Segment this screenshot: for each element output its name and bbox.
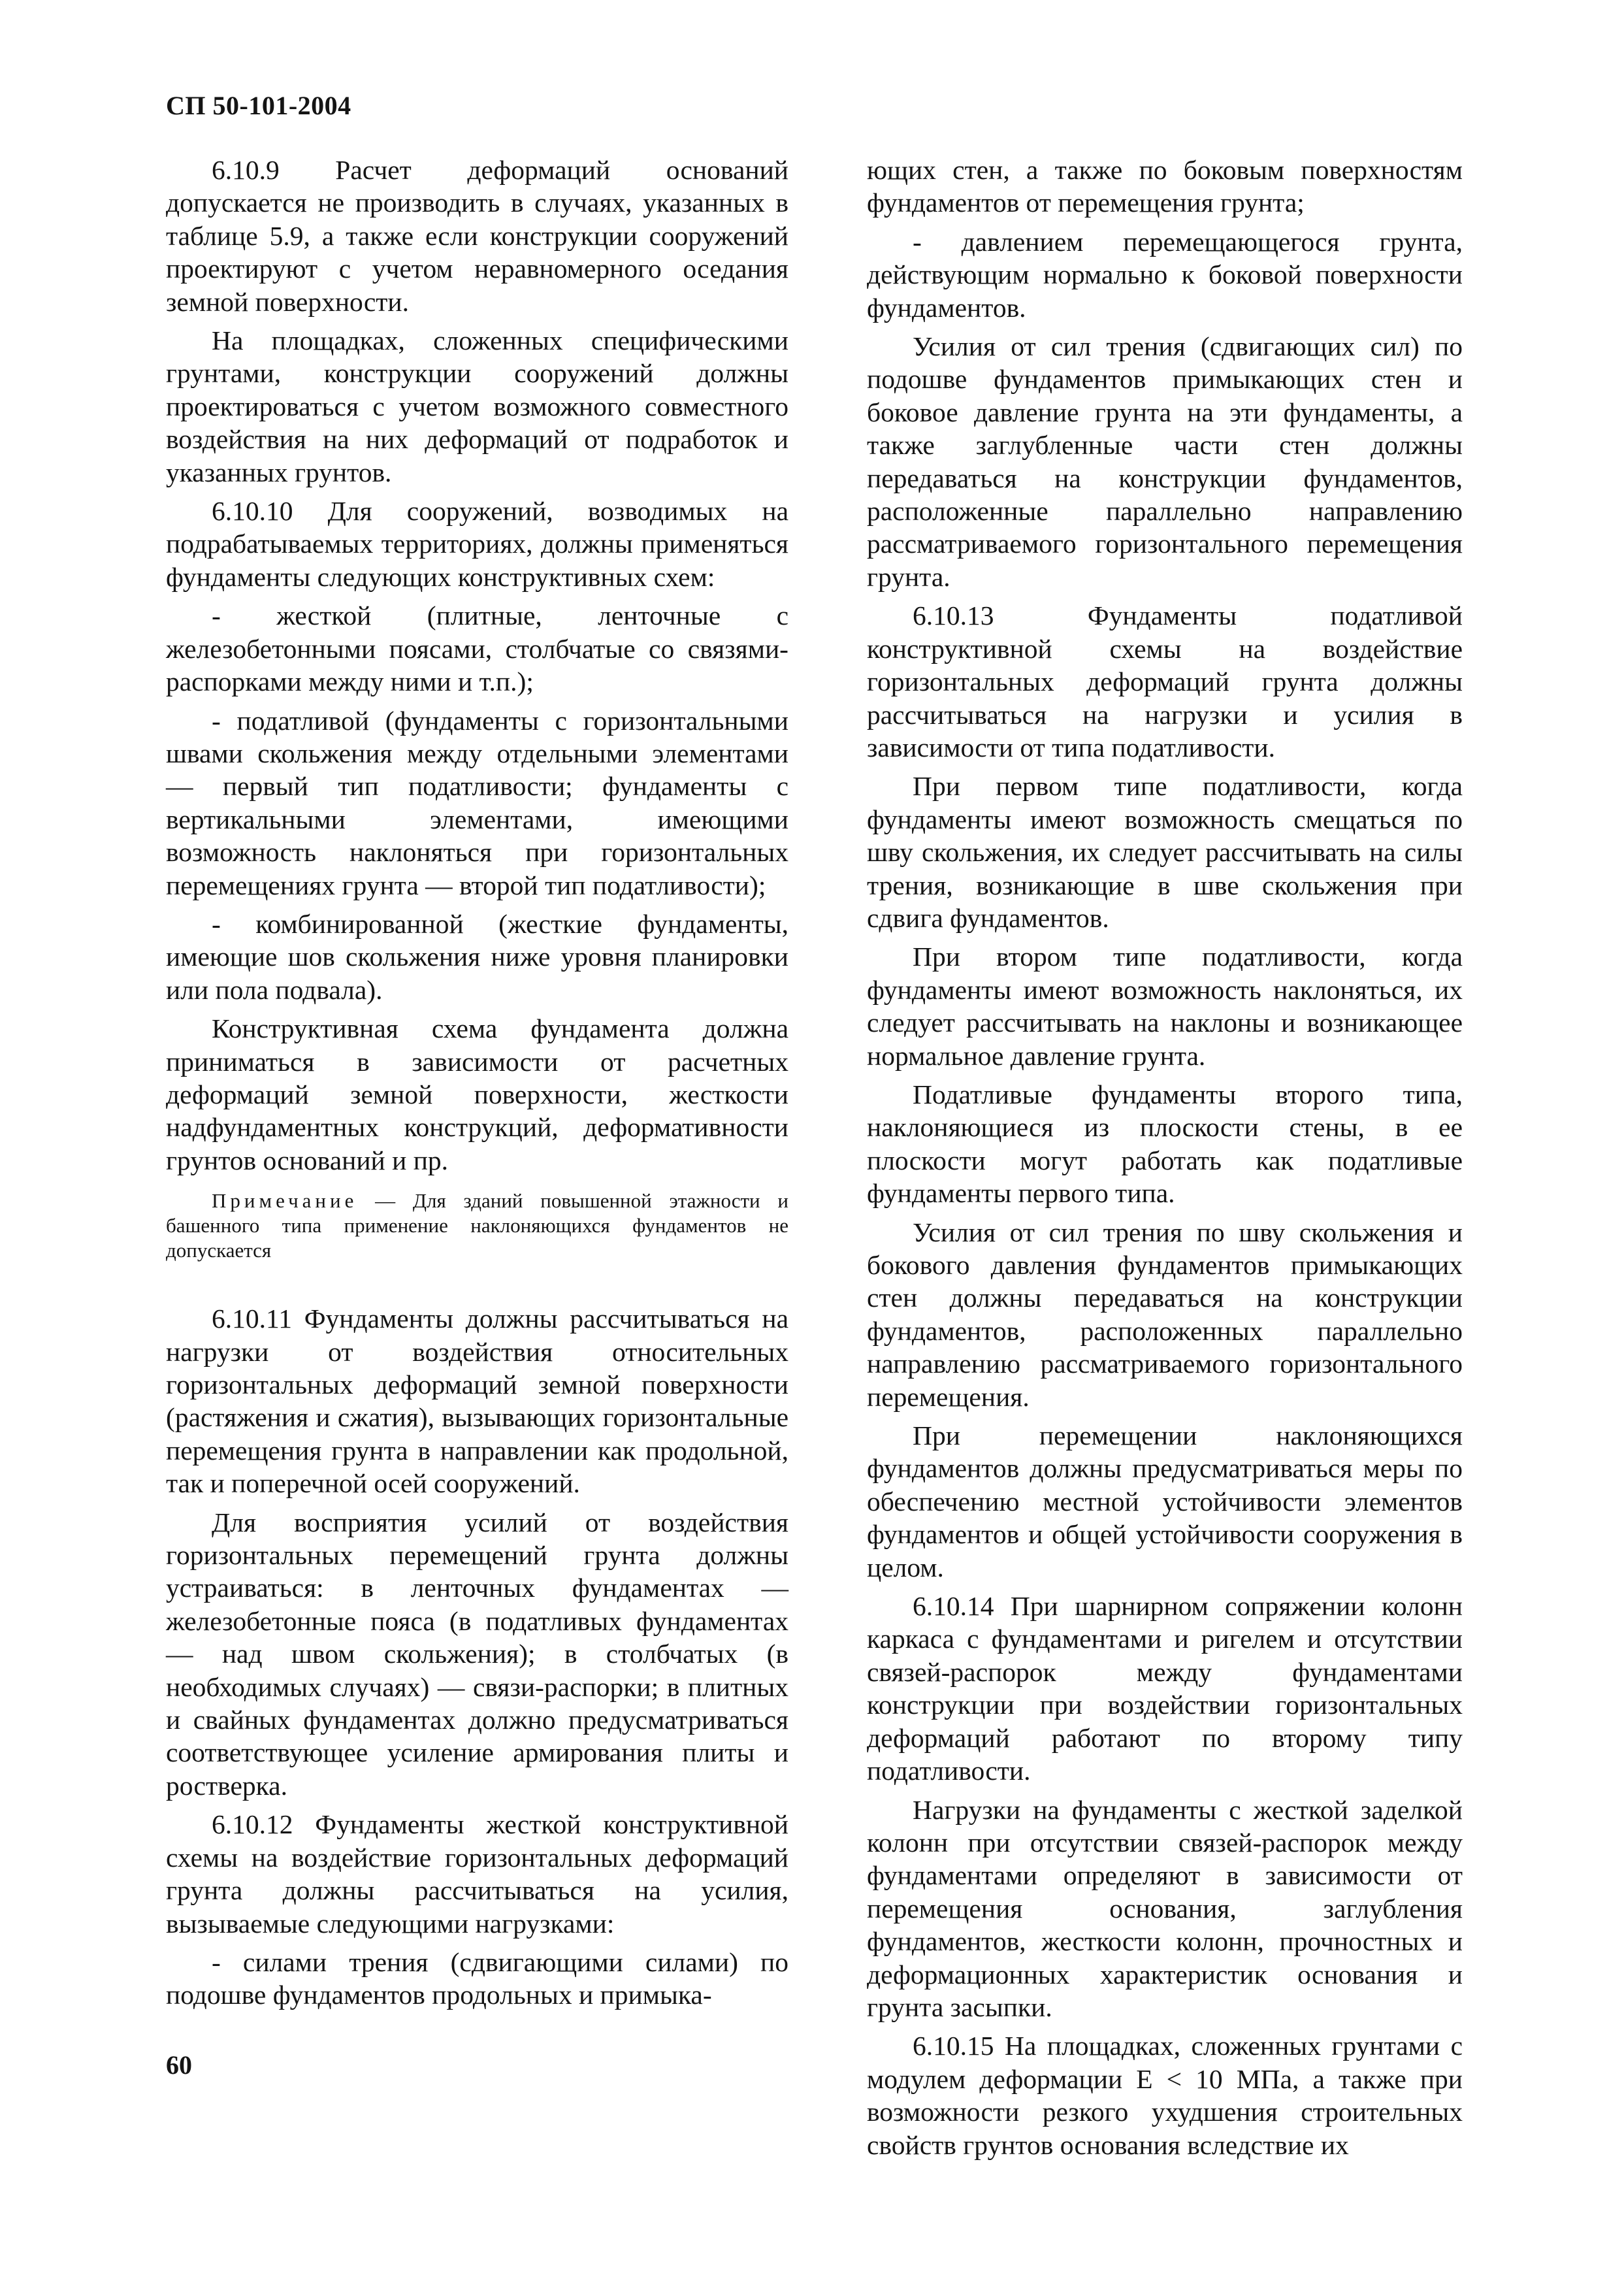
paragraph: 6.10.15 На площадках, сложенных грунтами с модулем деформации E < 10 МПа, а также при возможности резкого ухудшения строительных свойств грунтов основания вследствие их	[867, 2031, 1463, 2160]
paragraph: При втором типе податливости, когда фундаменты имеют возможность наклоняться, их следует рассчитывать на наклоны и возникающее нормальное давление грунта.	[867, 942, 1463, 1071]
document-code-header: СП 50-101-2004	[166, 91, 351, 120]
paragraph: На площадках, сложенных специфическими грунтами, конструкции сооружений должны проектироваться с учетом возможного совместного воздействия на них деформаций от подработок и указанных грунтов.	[166, 325, 788, 487]
list-item: - давлением перемещающегося грунта, действующим нормально к боковой поверхности фундаментов.	[867, 226, 1463, 323]
list-item: - податливой (фундаменты с горизонтальными швами скольжения между отдельными элементами — первый тип податливости; фундаменты с вертикальными элементами, имеющими возможность наклоняться при горизонтальных перемещениях грунта — второй тип податливости);	[166, 705, 788, 900]
note-text: — Для зданий повышенной этажности и башенного типа применение наклоняющихся фундаментов не допускается	[166, 1189, 788, 1262]
paragraph: 6.10.12 Фундаменты жесткой конструктивной схемы на воздействие горизонтальных деформаций грунта должны рассчитываться на усилия, вызываемые следующими нагрузками:	[166, 1809, 788, 1939]
paragraph: Для восприятия усилий от воздействия горизонтальных перемещений грунта должны устраиваться: в ленточных фундаментах — железобетонные пояса (в податливых фундаментах — над швом скольжения); в столбчатых (в необходимых случаях) — связи-распорки; в плитных и свайных фундаментах должно предусматриваться соответствующее усиление армирования плиты и ростверка.	[166, 1507, 788, 1801]
list-item: - жесткой (плитные, ленточные с железобетонными поясами, столбчатые со связями-распорками между ними и т.п.);	[166, 600, 788, 697]
paragraph: Податливые фундаменты второго типа, наклоняющиеся из плоскости стены, в ее плоскости могут работать как податливые фундаменты первого типа.	[867, 1079, 1463, 1209]
paragraph-continuation: ющих стен, а также по боковым поверхностям фундаментов от перемещения грунта;	[867, 155, 1463, 218]
paragraph: При перемещении наклоняющихся фундаментов должны предусматриваться меры по обеспечению местной устойчивости элементов фундаментов и общей устойчивости сооружения в целом.	[867, 1420, 1463, 1582]
left-text-column	[166, 154, 788, 2012]
paragraph: 6.10.14 При шарнирном сопряжении колонн каркаса с фундаментами и ригелем и отсутствии связей-распорок между фундаментами конструкции при воздействии горизонтальных деформаций работают по второму типу податливости.	[867, 1591, 1463, 1786]
paragraph: Усилия от сил трения (сдвигающих сил) по подошве фундаментов примыкающих стен и боковое давление грунта на эти фундаменты, а также заглубленные части стен должны передаваться на конструкции фундаментов, расположенные параллельно направлению рассматриваемого горизонтального перемещения грунта.	[867, 331, 1463, 592]
paragraph: 6.10.9 Расчет деформаций оснований допускается не производить в случаях, указанных в таблице 5.9, а также если конструкции сооружений проектируют с учетом неравномерного оседания земной поверхности.	[166, 155, 788, 317]
right-text-column	[867, 154, 1463, 2161]
note-label: Примечание	[212, 1189, 358, 1213]
list-item: - силами трения (сдвигающими силами) по подошве фундаментов продольных и примыка-	[166, 1946, 788, 2010]
note	[166, 1188, 788, 1263]
paragraph: Нагрузки на фундаменты с жесткой заделкой колонн при отсутствии связей-распорок между фундаментами определяют в зависимости от перемещения основания, заглубления фундаментов, жесткости колонн, прочностных и деформационных характеристик основания и грунта засыпки.	[867, 1794, 1463, 2022]
paragraph: 6.10.13 Фундаменты податливой конструктивной схемы на воздействие горизонтальных деформаций грунта должны рассчитываться на нагрузки и усилия в зависимости от типа податливости.	[867, 600, 1463, 762]
paragraph: При первом типе податливости, когда фундаменты имеют возможность смещаться по шву скольжения, их следует рассчитывать на силы трения, возникающие в шве скольжения при сдвига фундаментов.	[867, 771, 1463, 933]
list-item: - комбинированной (жесткие фундаменты, имеющие шов скольжения ниже уровня планировки или пола подвала).	[166, 908, 788, 1005]
page-number: 60	[166, 2050, 192, 2080]
paragraph: Усилия от сил трения по шву скольжения и бокового давления фундаментов примыкающих стен должны передаваться на конструкции фундаментов, расположенных параллельно направлению рассматриваемого горизонтального перемещения.	[867, 1217, 1463, 1412]
paragraph: 6.10.11 Фундаменты должны рассчитываться на нагрузки от воздействия относительных горизонтальных деформаций земной поверхности (растяжения и сжатия), вызывающих горизонтальные перемещения грунта в направлении как продольной, так и поперечной осей сооружений.	[166, 1303, 788, 1499]
paragraph: 6.10.10 Для сооружений, возводимых на подрабатываемых территориях, должны применяться фундаменты следующих конструктивных схем:	[166, 496, 788, 592]
paragraph: Конструктивная схема фундамента должна приниматься в зависимости от расчетных деформаций земной поверхности, жесткости надфундаментных конструкций, деформативности грунтов оснований и пр.	[166, 1013, 788, 1175]
